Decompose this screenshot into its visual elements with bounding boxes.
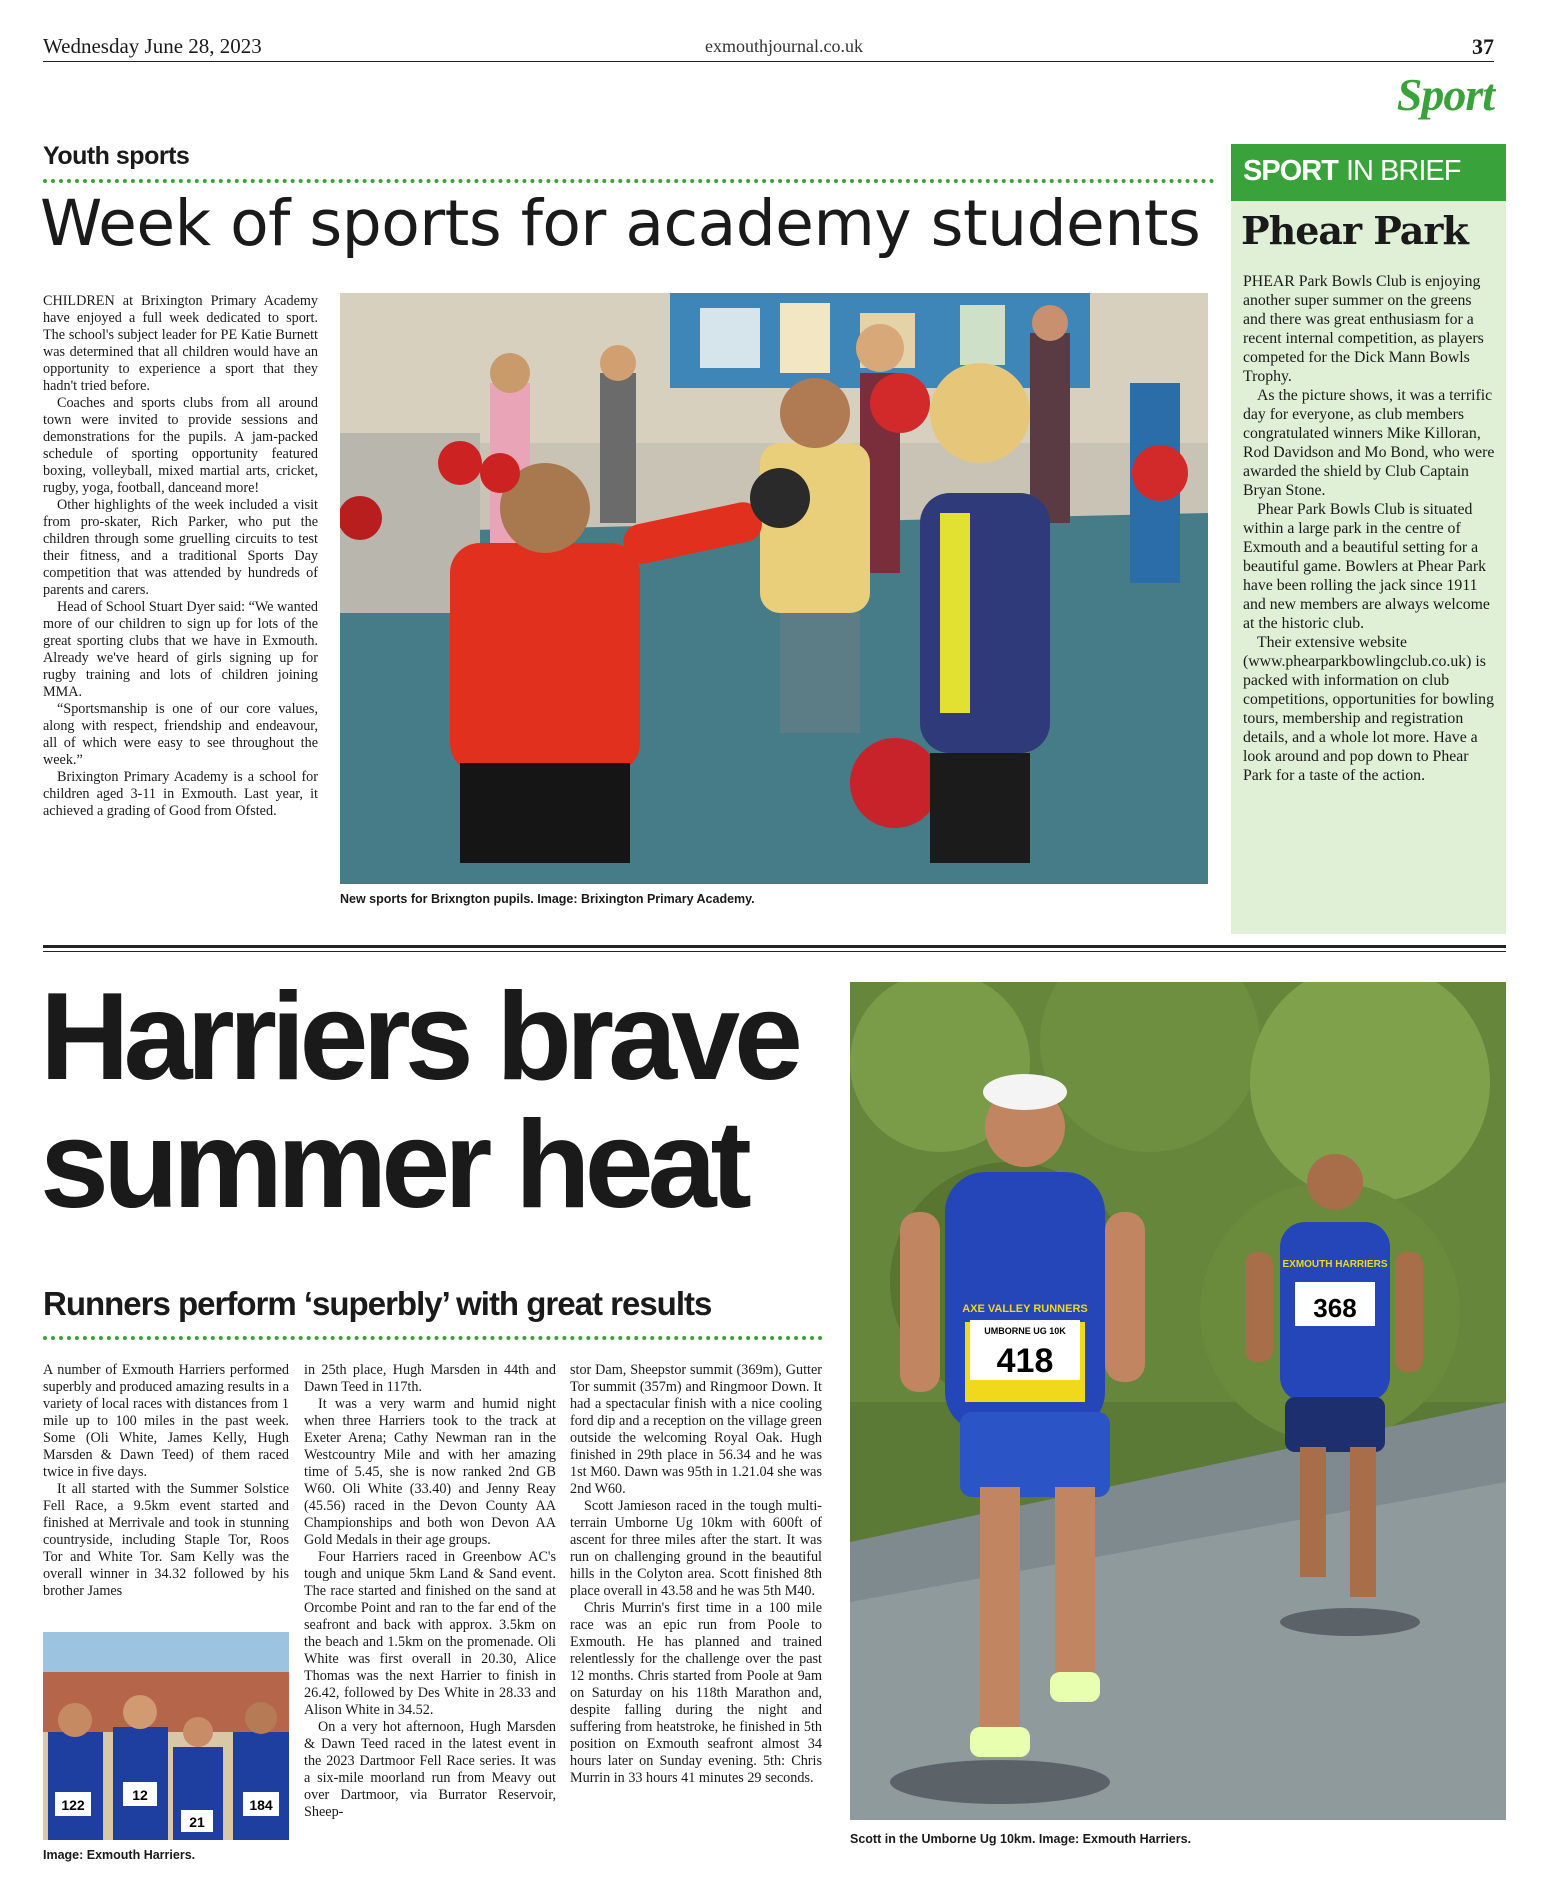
section-rule-bottom	[43, 951, 1506, 952]
runners-photo	[850, 982, 1506, 1820]
group-photo-caption: Image: Exmouth Harriers.	[43, 1848, 196, 1862]
vest-text: AXE VALLEY RUNNERS	[962, 1303, 1088, 1315]
runners-photo-caption: Scott in the Umborne Ug 10km. Image: Exmouth Harriers.	[850, 1832, 1192, 1846]
harriers-col-1	[43, 1362, 289, 1600]
section-rule-top	[43, 945, 1506, 948]
paragraph: in 25th place, Hugh Marsden in 44th and Dawn Teed in 117th.	[304, 1362, 556, 1395]
paragraph: PHEAR Park Bowls Club is enjoying another super summer on the greens and there was great enthusiasm for a recent internal competition, as players competed for the Dick Mann Bowls Trophy.	[1243, 273, 1484, 385]
paragraph: “Sportsmanship is one of our core values, along with respect, friendship and endeavour, all of which were easy to see throughout the week.”	[43, 701, 318, 768]
bib-number: 21	[189, 1814, 205, 1830]
paragraph: Chris Murrin's first time in a 100 mile race was an epic run from Poole to Exmouth. He has planned and trained relentlessly for the challenge over the past 12 months. Chris started from Poole at 9am on Saturday on his 118th Marathon and, despite falling during the night and suffering from heatstroke, he finished in 5th position on Exmouth seafront almost 34 hours later on Sunday evening. 5th: Chris Murrin in 33 hours 41 minutes 29 seconds.	[570, 1600, 822, 1786]
paragraph: Coaches and sports clubs from all around town were invited to provide sessions and demonstrations for the pupils. A jam-packed schedule of sporting opportunity featured boxing, volleyball, mixed martial arts, cricket, rugby, yoga, football, danceand more!	[43, 395, 318, 496]
bib-number: 418	[996, 1342, 1054, 1380]
paragraph: Scott Jamieson raced in the tough multi-terrain Umborne Ug 10km with 600ft of ascent for three miles after the start. It was run on challenging ground in the beautiful hills in the Colyton area. Scott finished 8th place overall in 43.58 and he was 5th M40.	[570, 1498, 822, 1599]
standfirst: Runners perform ‘superbly’ with great results	[43, 1285, 712, 1322]
paragraph: On a very hot afternoon, Hugh Marsden & Dawn Teed raced in the latest event in the 2023 Dartmoor Fell Race series. It was a six-mile moorland run from Meavy out over Dartmoor, via Burrator Reservoir, Sheep-	[304, 1719, 556, 1820]
youth-article-body	[43, 293, 318, 820]
paragraph: It was a very warm and humid night when three Harriers took to the track at Exeter Arena; Cathy Newman ran in the Westcountry Mile and with her amazing time of 5.45, she is now ranked 2nd GB W60. Oli White (33.40) and Jenny Reay (45.56) raced in the Devon County AA Championships and both won Devon AA Gold Medals in their age groups.	[304, 1396, 556, 1548]
sidebar-label-bold: SPORT	[1243, 155, 1338, 187]
paragraph: CHILDREN at Brixington Primary Academy have enjoyed a full week dedicated to sport. The school's subject leader for PE Katie Burnett was determined that all children would have an opportunity to experience a sport that they hadn't tried before.	[43, 293, 318, 394]
kicker-divider	[43, 179, 1215, 183]
paragraph: Four Harriers raced in Greenbow AC's tough and unique 5km Land & Sand event. The race started and finished on the sand at Orcombe Point and ran to the far end of the seafront and back with approx. 3.5km on the beach and 1.5km on the promenade. Oli White was first overall in 20.30, Alice Thomas was the next Harrier to finish in 26.42, followed by Des White in 28.33 and Alison White in 34.52.	[304, 1549, 556, 1718]
paragraph: A number of Exmouth Harriers performed superbly and produced amazing results in a variety of local races with distances from 1 mile up to 100 miles in the past week. Some (Oli White, James Kelly, Hugh Marsden & Dawn Teed) of them raced twice in five days.	[43, 1362, 289, 1480]
harriers-group-photo	[43, 1632, 289, 1840]
headline-line: Harriers brave	[40, 968, 797, 1106]
section-label: Sport	[1396, 69, 1494, 120]
standfirst-divider	[43, 1336, 823, 1340]
paragraph: stor Dam, Sheepstor summit (369m), Gutter Tor summit (357m) and Ringmoor Down. It had a spectacular finish with a nice cooling ford dip and a reception on the village green outside the welcoming Royal Oak. Hugh finished in 29th place in 56.34 and he was 1st M60. Dawn was 95th in 1.21.04 she was 2nd W60.	[570, 1362, 822, 1497]
header-rule	[43, 61, 1494, 62]
article-kicker: Youth sports	[43, 142, 190, 170]
harriers-col-2	[304, 1362, 556, 1821]
article-headline: Week of sports for academy students	[40, 187, 1201, 260]
website: exmouthjournal.co.uk	[705, 36, 863, 56]
issue-date: Wednesday June 28, 2023	[43, 34, 262, 58]
sidebar-label-rest: IN BRIEF	[1346, 155, 1461, 187]
bib-event-label: UMBORNE UG 10K	[984, 1326, 1066, 1336]
paragraph: Their extensive website (www.phearparkbowlingclub.co.uk) is packed with information on club competitions, opportunities for bowling tours, membership and registration details, and a whole lot more. Have a look around and pop down to Phear Park for a taste of the action.	[1243, 634, 1494, 784]
bib-number: 12	[132, 1787, 148, 1803]
bib-number: 184	[249, 1797, 273, 1813]
sidebar-body	[1243, 272, 1498, 785]
paragraph: Phear Park Bowls Club is situated within a large park in the centre of Exmouth and a beautiful setting for a beautiful game. Bowlers at Phear Park have been rolling the jack since 1911 and new members are always welcome at the historic club.	[1243, 501, 1490, 632]
photo-caption: New sports for Brixngton pupils. Image: Brixington Primary Academy.	[340, 892, 755, 906]
headline-line: summer heat	[40, 1096, 746, 1234]
paragraph: Head of School Stuart Dyer said: “We wanted more of our children to sign up for lots of the great sporting clubs that we have in Exmouth. Already we've heard of girls signing up for rugby training and lots of children joining MMA.	[43, 599, 318, 700]
boxing-photo	[340, 293, 1208, 884]
paragraph: As the picture shows, it was a terrific day for everyone, as club members congratulated winners Mike Killoran, Rod Davidson and Mo Bond, who were awarded the shield by Club Captain Bryan Stone.	[1243, 387, 1495, 499]
sidebar-headline: Phear Park	[1241, 208, 1468, 253]
bib-number: 368	[1313, 1293, 1357, 1323]
harriers-col-3	[570, 1362, 822, 1787]
sport-in-brief-sidebar	[1231, 144, 1506, 934]
sidebar-label-bar	[1231, 144, 1506, 201]
vest-text: EXMOUTH HARRIERS	[1282, 1259, 1388, 1270]
page-number: 37	[1472, 34, 1494, 59]
bib-number: 122	[61, 1797, 85, 1813]
paragraph: Brixington Primary Academy is a school for children aged 3-11 in Exmouth. Last year, it achieved a grading of Good from Ofsted.	[43, 769, 318, 819]
paragraph: Other highlights of the week included a visit from pro-skater, Rich Parker, who put the children through some gruelling circuits to test their fitness, and a traditional Sports Day competition that was attended by hundreds of parents and carers.	[43, 497, 318, 598]
paragraph: It all started with the Summer Solstice Fell Race, a 9.5km event started and finished at Merrivale and took in stunning countryside, including Staple Tor, Roos Tor and White Tor. Sam Kelly was the overall winner in 34.32 followed by his brother James	[43, 1481, 289, 1599]
harriers-headline	[40, 968, 797, 1234]
